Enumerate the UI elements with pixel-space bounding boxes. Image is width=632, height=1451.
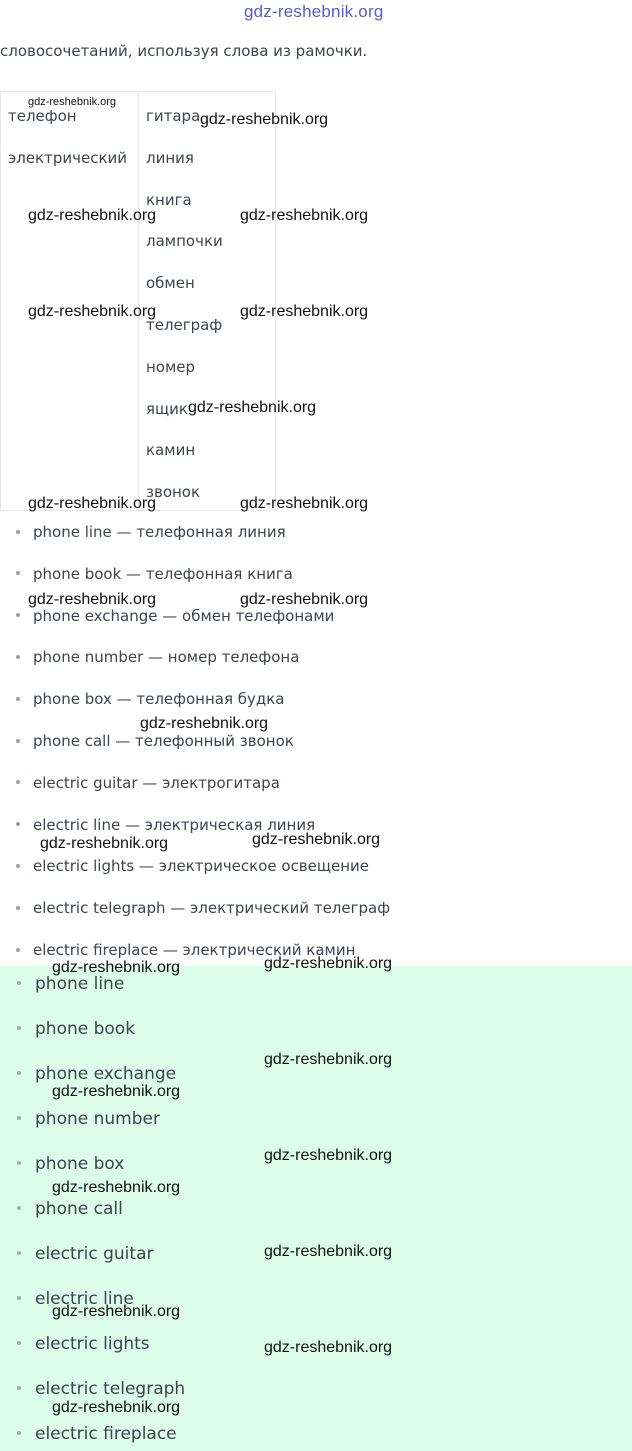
answer-text: electric lights — электрическое освещение (33, 857, 370, 876)
bullet-icon (16, 822, 20, 826)
watermark-text: gdz-reshebnik.org (252, 831, 381, 848)
watermark-text: gdz-reshebnik.org (240, 591, 369, 608)
answer-text: phone book — телефонная книга (33, 564, 293, 583)
word-box-right-word: ящик (146, 399, 188, 418)
answer-text: electric guitar — электрогитара (33, 773, 280, 792)
bullet-icon (17, 1026, 21, 1030)
answer-list-item (16, 523, 286, 541)
green-answer-text: phone book (35, 1019, 136, 1039)
answer-list-item (16, 857, 369, 875)
word-box-left-word: телефон (8, 107, 77, 125)
answer-text: phone call — телефонный звонок (33, 732, 294, 750)
word-box-right-word: телеграф (146, 316, 223, 334)
bullet-icon (17, 1071, 21, 1075)
answer-text: electric telegraph — электрический телеграф (33, 899, 391, 918)
word-box-right-word: гитара (146, 107, 201, 125)
watermark-text: gdz-reshebnik.org (240, 207, 369, 224)
watermark-text: gdz-reshebnik.org (28, 303, 157, 320)
watermark-text: gdz-reshebnik.org (240, 303, 369, 320)
bullet-icon (16, 613, 20, 617)
answer-text: phone line — телефонная линия (33, 523, 286, 541)
green-answer-item (17, 1379, 185, 1399)
green-answer-text: phone number (35, 1109, 160, 1129)
bullet-icon (17, 1431, 21, 1435)
answer-text: phone box — телефонная будка (33, 690, 285, 709)
green-answer-item (17, 1424, 177, 1444)
answer-list-item (16, 690, 285, 708)
bullet-icon (16, 739, 20, 743)
word-box-divider (138, 92, 139, 510)
answer-list-item (16, 648, 299, 666)
green-answer-item (17, 1019, 135, 1039)
green-answer-item (17, 1244, 153, 1264)
bullet-icon (16, 697, 20, 701)
watermark-text: gdz-reshebnik.org (264, 1243, 393, 1260)
bullet-icon (16, 530, 20, 534)
answer-list-item (16, 774, 280, 792)
answer-text: phone number — номер телефона (33, 648, 300, 667)
bullet-icon (17, 1296, 21, 1300)
green-answer-text: phone call (35, 1199, 123, 1219)
watermark-text: gdz-reshebnik.org (140, 715, 269, 732)
green-answer-text: phone line (35, 974, 125, 994)
watermark-text: gdz-reshebnik.org (52, 959, 181, 976)
watermark-text: gdz-reshebnik.org (28, 591, 157, 608)
answer-text: electric line — электрическая линия (33, 815, 316, 834)
watermark-text: gdz-reshebnik.org (52, 1083, 181, 1100)
bullet-icon (16, 864, 20, 868)
answer-list-item (16, 607, 334, 625)
watermark-text: gdz-reshebnik.org (52, 1399, 181, 1416)
bullet-icon (17, 1386, 21, 1390)
green-answer-text: electric telegraph (35, 1379, 186, 1399)
bullet-icon (16, 948, 20, 952)
answer-text: electric fireplace — электрический камин (33, 941, 356, 959)
watermark-text: gdz-reshebnik.org (52, 1179, 181, 1196)
answer-list-item (16, 732, 294, 750)
bullet-icon (17, 1251, 21, 1255)
watermark-text: gdz-reshebnik.org (28, 495, 157, 512)
watermark-text: gdz-reshebnik.org (28, 207, 157, 224)
word-box-right-word: книга (146, 190, 192, 209)
bullet-icon (17, 981, 21, 985)
answer-list-item (16, 565, 293, 583)
word-box-right-word: камин (146, 441, 196, 460)
word-box-right-word: звонок (146, 483, 201, 502)
watermark-text: gdz-reshebnik.org (28, 96, 117, 108)
green-answer-item (17, 1109, 160, 1129)
bullet-icon (16, 571, 20, 575)
word-box-right-word: номер (146, 357, 196, 376)
word-box-left-word: электрический (8, 149, 128, 167)
bullet-icon (17, 1341, 21, 1345)
watermark-text: gdz-reshebnik.org (240, 495, 369, 512)
green-answer-text: phone exchange (35, 1064, 177, 1084)
green-answer-text: electric fireplace (35, 1424, 177, 1444)
watermark-text: gdz-reshebnik.org (52, 1303, 181, 1320)
bullet-icon (17, 1116, 21, 1120)
green-answer-item (17, 974, 124, 994)
green-answer-item (17, 1199, 123, 1219)
bullet-icon (16, 906, 20, 910)
watermark-text: gdz-reshebnik.org (264, 1147, 393, 1164)
green-answer-item (17, 1334, 150, 1354)
watermark-text: gdz-reshebnik.org (188, 399, 317, 416)
watermark-text: gdz-reshebnik.org (264, 955, 393, 972)
bullet-icon (17, 1161, 21, 1165)
answer-list-item (16, 899, 390, 917)
green-answer-text: electric guitar (35, 1244, 154, 1264)
watermark-text: gdz-reshebnik.org (200, 111, 329, 128)
watermark-text: gdz-reshebnik.org (264, 1339, 393, 1356)
green-answer-item (17, 1064, 176, 1084)
green-answer-text: phone box (35, 1154, 125, 1174)
bullet-icon (17, 1206, 21, 1210)
answer-text: phone exchange — обмен телефонами (33, 606, 335, 625)
green-answer-text: electric lights (35, 1334, 150, 1354)
word-box-right-word: обмен (146, 274, 195, 293)
word-box-right-word: лампочки (146, 232, 223, 251)
bullet-icon (16, 655, 20, 659)
bullet-icon (16, 780, 20, 784)
word-box-right-word: линия (146, 148, 194, 167)
green-answer-item (17, 1154, 124, 1174)
header-watermark: gdz-reshebnik.org (244, 2, 384, 21)
green-answer-text: electric line (35, 1289, 134, 1309)
task-instruction: словосочетаний, используя слова из рамочки. (0, 42, 368, 60)
watermark-text: gdz-reshebnik.org (264, 1051, 393, 1068)
watermark-text: gdz-reshebnik.org (40, 835, 169, 852)
